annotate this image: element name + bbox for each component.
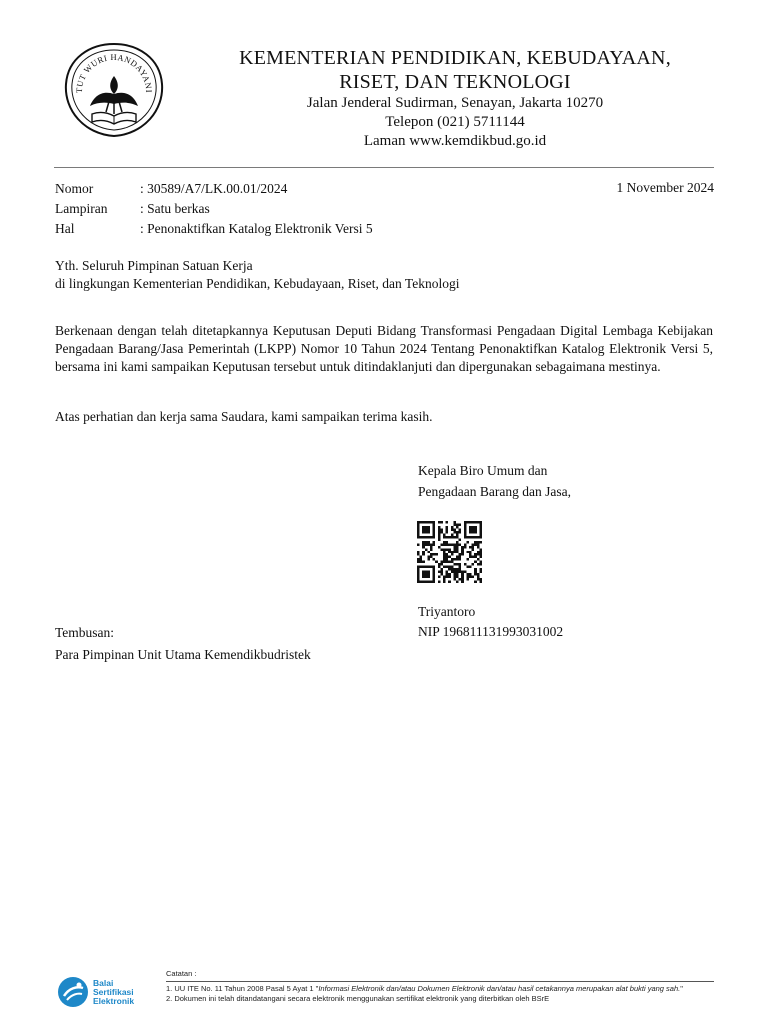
bsre-line1: Balai bbox=[93, 977, 114, 988]
signatory-nip: NIP 196811131993031002 bbox=[418, 624, 564, 639]
lampiran-label: Lampiran bbox=[55, 201, 108, 216]
note-1-prefix: 1. UU ITE No. 11 Tahun 2008 Pasal 5 Ayat 1 " bbox=[166, 984, 319, 993]
notes-divider bbox=[166, 981, 714, 982]
nomor-label: Nomor bbox=[55, 181, 94, 196]
note-1-suffix: " bbox=[680, 984, 683, 993]
hal-value: : Penonaktifkan Katalog Elektronik Versi 5 bbox=[140, 221, 373, 236]
ministry-logo bbox=[60, 40, 168, 140]
signatory-name: Triyantoro bbox=[418, 604, 476, 619]
letter-date: 1 November 2024 bbox=[616, 180, 714, 195]
bsre-globe-icon bbox=[57, 976, 89, 1008]
logo-motto: TUT WURI HANDAYANI bbox=[73, 51, 155, 94]
body-paragraph-2: Atas perhatian dan kerja sama Saudara, kami sampaikan terima kasih. bbox=[55, 409, 433, 424]
signatory-title-line1: Kepala Biro Umum dan bbox=[418, 463, 548, 478]
body-paragraph-1: Berkenaan dengan telah ditetapkannya Keputusan Deputi Bidang Transformasi Pengadaan Digital Lembaga Kebijakan Pengadaan Barang/Jasa Pemerintah (LKPP) Nomor 10 Tahun 2024 Tentang Penonaktifkan Katalog Elektronik Versi 5, bersama ini kami sampaikan Keputusan tersebut untuk ditindaklanjuti dan dipergunakan sebagaimana mestinya. bbox=[55, 323, 713, 374]
bsre-wordmark bbox=[93, 979, 134, 1006]
recipient-line2: di lingkungan Kementerian Pendidikan, Kebudayaan, Riset, dan Teknologi bbox=[55, 276, 460, 291]
tut-wuri-handayani-emblem bbox=[60, 40, 168, 140]
qr-code-icon bbox=[417, 521, 482, 583]
footer-notes bbox=[166, 969, 714, 1004]
bsre-logo bbox=[57, 975, 157, 1009]
signature-qr-code bbox=[417, 521, 482, 583]
hal-label: Hal bbox=[55, 221, 75, 236]
ministry-name-line2: RISET, DAN TEKNOLOGI bbox=[339, 71, 571, 93]
note-1-quote: Informasi Elektronik dan/atau Dokumen Elektronik dan/atau hasil cetakannya merupakan alat bukti yang sah. bbox=[318, 984, 681, 993]
ministry-phone: Telepon (021) 5711144 bbox=[385, 114, 525, 130]
ministry-website: Laman www.kemdikbud.go.id bbox=[363, 133, 547, 149]
note-2: 2. Dokumen ini telah ditandatangani secara elektronik menggunakan sertifikat elektronik yang diterbitkan oleh BSrE bbox=[166, 994, 550, 1003]
signatory-title-line2: Pengadaan Barang dan Jasa, bbox=[418, 484, 571, 499]
ministry-address: Jalan Jenderal Sudirman, Senayan, Jakarta 10270 bbox=[306, 95, 604, 111]
lampiran-value: : Satu berkas bbox=[140, 201, 210, 216]
nomor-value: : 30589/A7/LK.00.01/2024 bbox=[140, 181, 288, 196]
cc-label: Tembusan: bbox=[55, 625, 115, 640]
bsre-line2: Sertifikasi bbox=[93, 986, 134, 997]
notes-label: Catatan : bbox=[166, 969, 197, 978]
recipient-line1: Yth. Seluruh Pimpinan Satuan Kerja bbox=[55, 258, 253, 273]
header-divider bbox=[54, 167, 714, 168]
cc-value: Para Pimpinan Unit Utama Kemendikbudristek bbox=[55, 647, 311, 662]
note-1 bbox=[166, 984, 714, 994]
letterhead bbox=[200, 46, 710, 151]
bsre-line3: Elektronik bbox=[93, 995, 135, 1006]
ministry-name-line1: KEMENTERIAN PENDIDIKAN, KEBUDAYAAN, bbox=[239, 47, 671, 69]
